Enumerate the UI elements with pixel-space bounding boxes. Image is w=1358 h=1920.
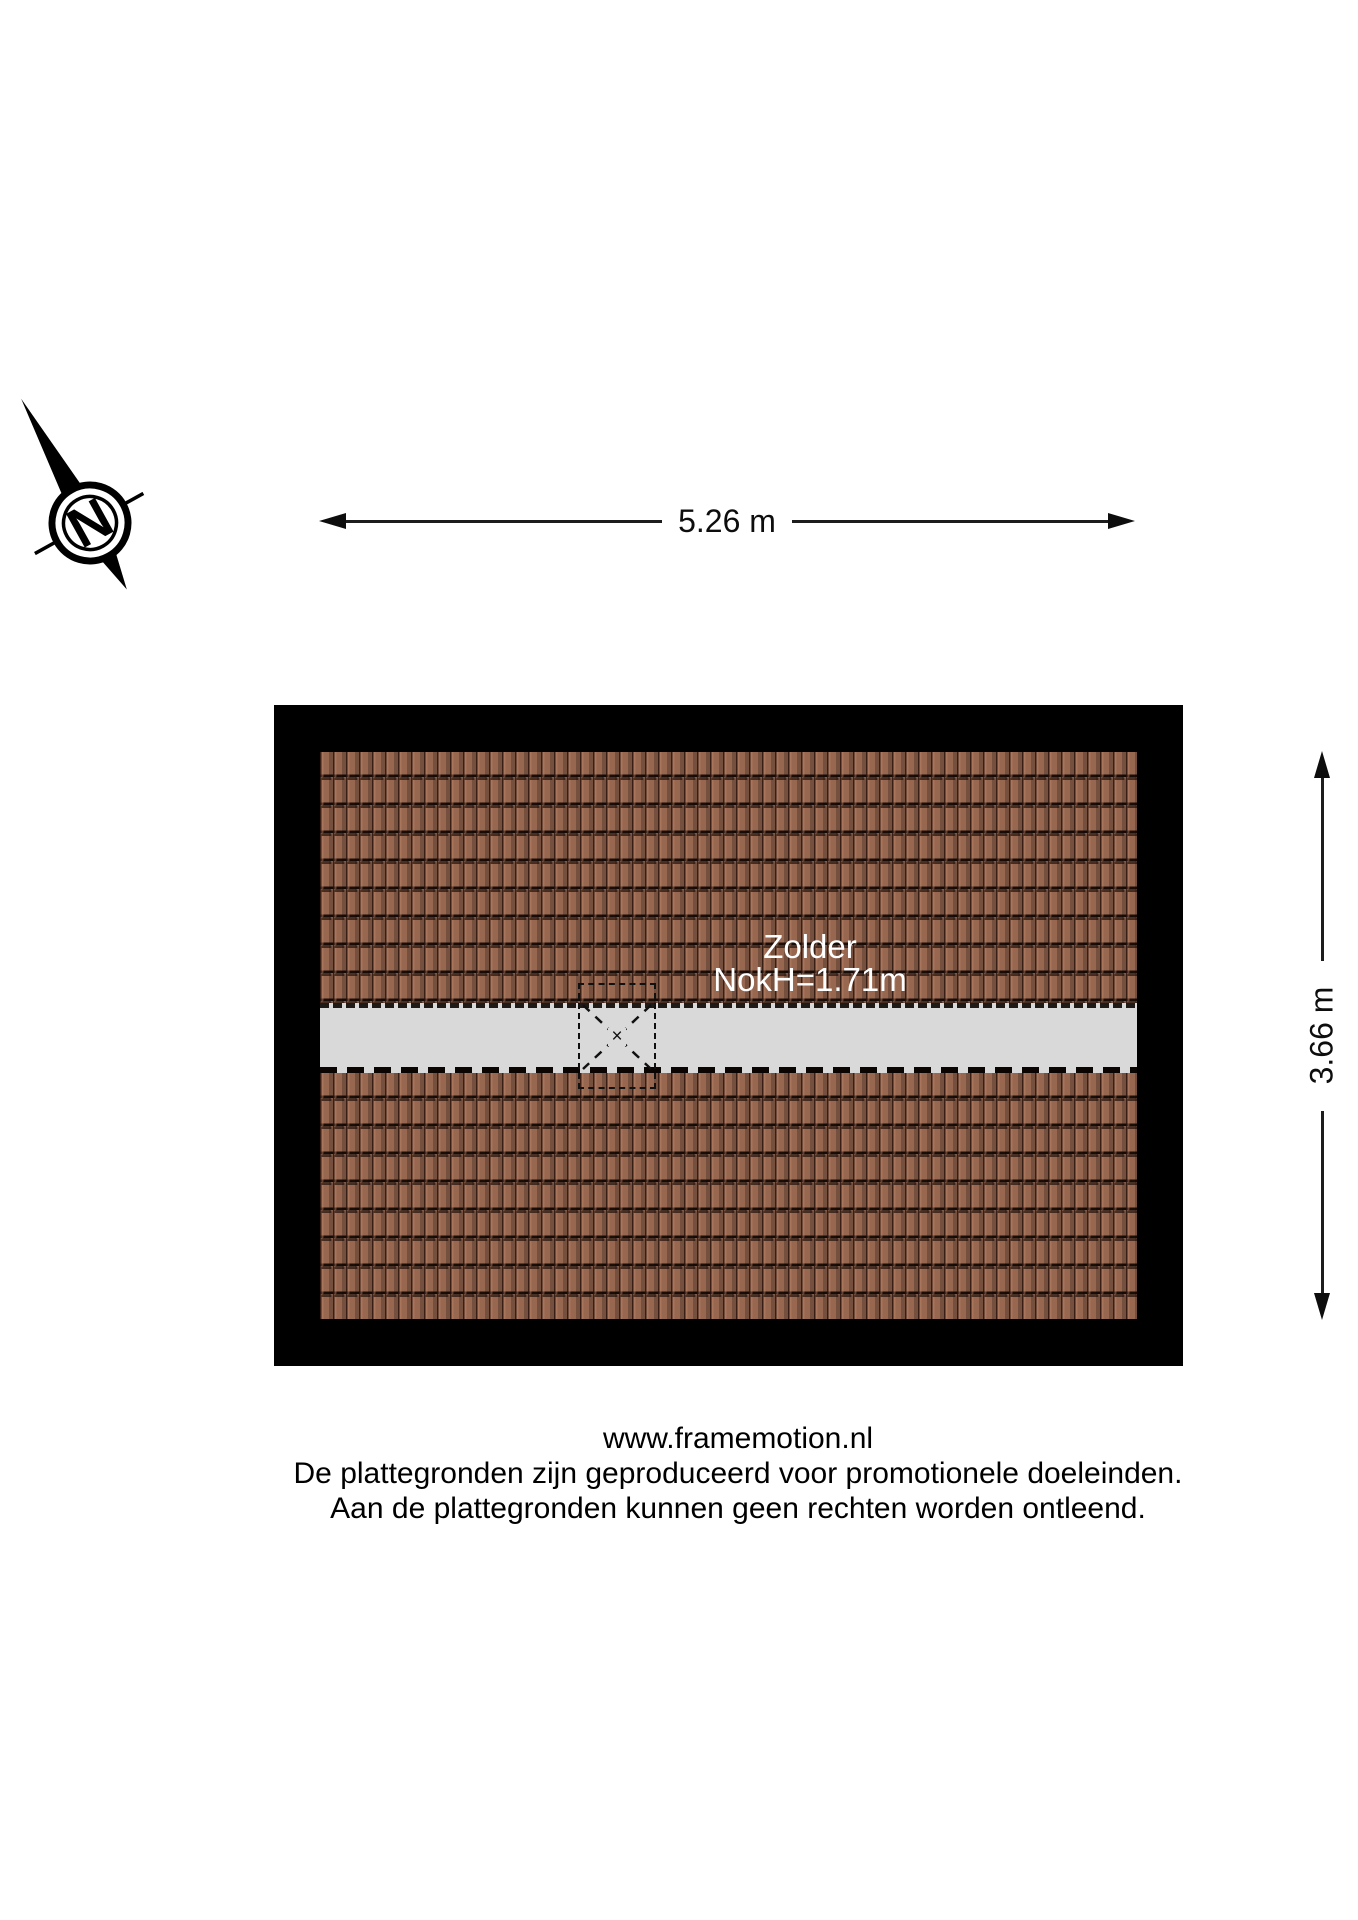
footer-disclaimer-line2: Aan de plattegronden kunnen geen rechten worden ontleend. [330, 1492, 1146, 1525]
dimension-line [346, 520, 662, 523]
footer-website: www.framemotion.nl [602, 1422, 874, 1455]
dimension-line [792, 520, 1108, 523]
width-dimension-label: 5.26 m [678, 502, 776, 539]
roof-tiles-south [320, 1073, 1137, 1319]
roof-ridge-strip [320, 1003, 1137, 1073]
arrow-left-icon [319, 513, 346, 529]
height-dimension-label: 3.66 m [1303, 986, 1340, 1085]
width-dimension [319, 502, 1135, 539]
skylight-center-mark: × [608, 1028, 626, 1046]
dimension-line [1321, 1111, 1324, 1294]
skylight-hatch [578, 983, 656, 1089]
compass-rose-icon [0, 375, 170, 605]
compass-north-letter: N [56, 485, 123, 560]
ridge-height-value: NokH=1.71m [713, 961, 907, 998]
arrow-up-icon [1314, 751, 1330, 778]
dimension-line [1321, 778, 1324, 961]
attic-floorplan [274, 705, 1183, 1366]
footer [138, 1421, 1338, 1526]
arrow-down-icon [1314, 1293, 1330, 1320]
arrow-right-icon [1108, 513, 1135, 529]
height-dimension [1303, 751, 1340, 1320]
room-label [660, 930, 960, 996]
footer-disclaimer-line1: De plattegronden zijn geproduceerd voor promotionele doeleinden. [293, 1457, 1183, 1490]
room-name: Zolder [763, 928, 857, 965]
height-dimension-label-wrap [1273, 961, 1358, 1111]
